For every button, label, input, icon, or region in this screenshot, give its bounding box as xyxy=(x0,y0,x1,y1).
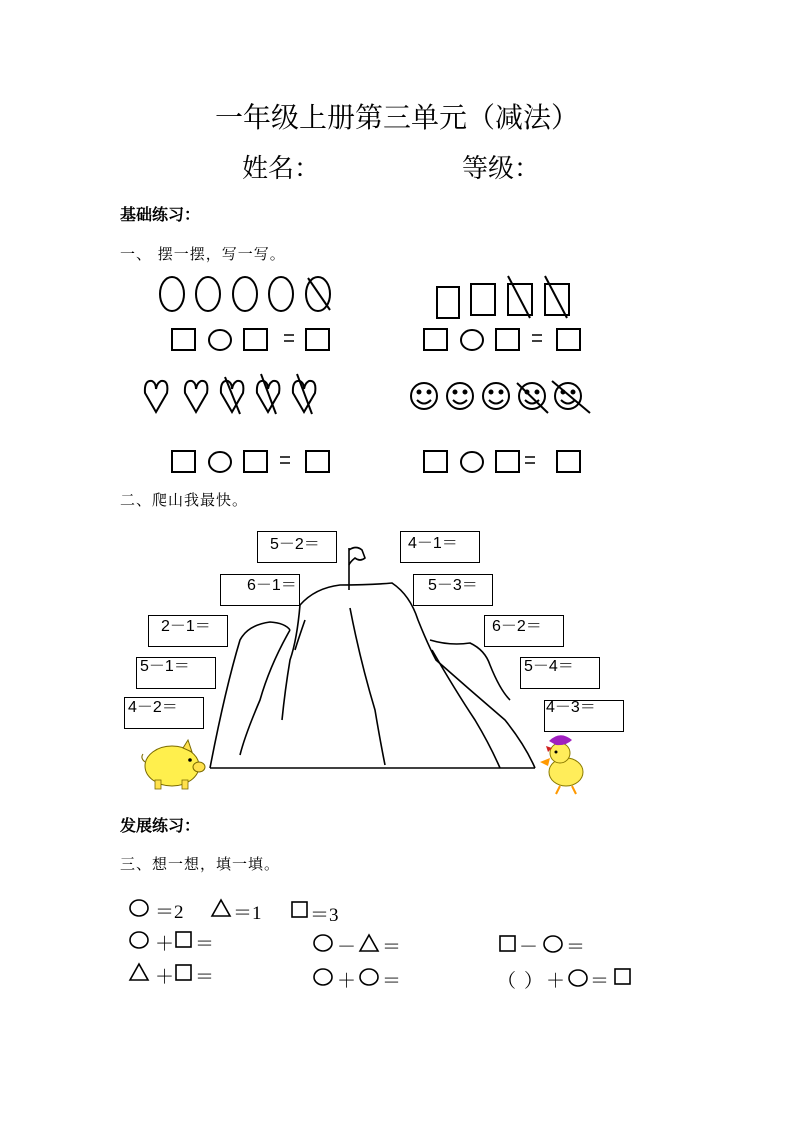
question-3: 三、想一想，填一填。 xyxy=(120,855,281,873)
develop-heading: 发展练习： xyxy=(120,816,201,835)
question-1: 一、 摆一摆，写一写。 xyxy=(120,245,286,263)
operator-text: － xyxy=(519,937,539,958)
operator-text: ＝ xyxy=(590,971,610,992)
operator-text: ＝ xyxy=(382,971,402,992)
problem-label: 4－1＝ xyxy=(408,535,458,552)
oval-icon xyxy=(160,277,184,311)
problem-label: 5－1＝ xyxy=(140,658,190,675)
problem-label: 6－2＝ xyxy=(492,618,542,635)
given-circle-value: ＝2 xyxy=(155,902,184,923)
smiley-face-icon xyxy=(411,381,590,413)
operator-text: （ xyxy=(497,971,517,992)
operator-text: ＋ xyxy=(546,971,566,992)
operator-text: ＝ xyxy=(566,937,586,958)
operator-text: ＋ xyxy=(337,971,357,992)
operator-text: ＋ xyxy=(155,967,175,988)
rect-icon xyxy=(437,287,459,318)
problem-label: 5－2＝ xyxy=(270,536,320,553)
oval-icon xyxy=(196,277,220,311)
problem-label: 5－4＝ xyxy=(524,658,574,675)
problem-label: 4－3＝ xyxy=(546,699,596,716)
operator-text: － xyxy=(337,937,357,958)
oval-icon xyxy=(233,277,257,311)
question-2: 二、爬山我最快。 xyxy=(120,491,249,509)
name-label: 姓名： xyxy=(242,154,321,184)
problem-label: 5－3＝ xyxy=(428,577,478,594)
pig-illustration xyxy=(142,740,205,789)
basic-heading: 基础练习： xyxy=(120,205,201,224)
given-square-value: ＝3 xyxy=(310,905,339,926)
duck-illustration xyxy=(540,735,583,794)
operator-text: ＋ xyxy=(155,934,175,955)
problem-label: 4－2＝ xyxy=(128,699,178,716)
operator-text: ） xyxy=(524,971,544,992)
oval-icon xyxy=(269,277,293,311)
operator-text: ＝ xyxy=(195,967,215,988)
rect-icon xyxy=(471,284,495,315)
grade-label: 等级： xyxy=(462,154,541,184)
problem-label: 2－1＝ xyxy=(161,618,211,635)
given-triangle-value: ＝1 xyxy=(233,903,262,924)
operator-text: ＝ xyxy=(382,937,402,958)
page-title: 一年级上册第三单元（减法） xyxy=(214,101,579,134)
heart-icon xyxy=(145,374,316,414)
operator-text: ＝ xyxy=(195,934,215,955)
problem-label: 6－1＝ xyxy=(247,577,297,594)
